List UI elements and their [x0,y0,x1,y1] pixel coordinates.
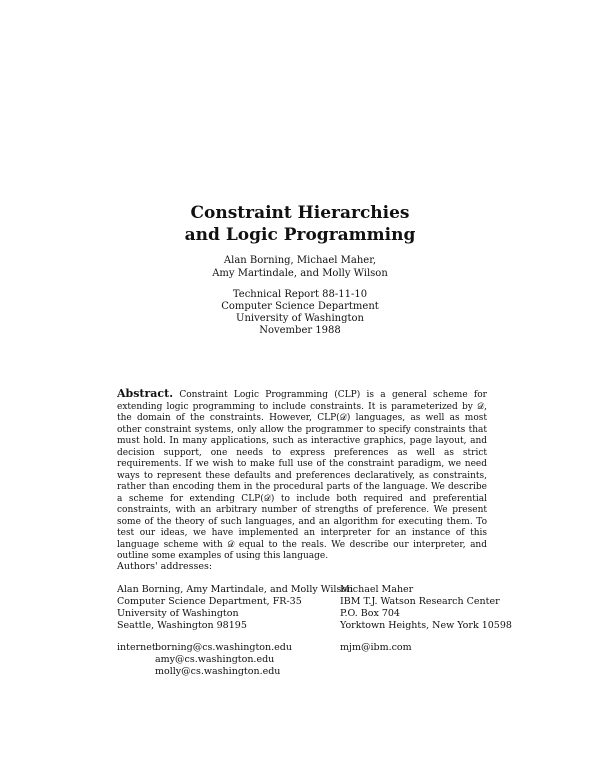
authors-line-2: Amy Martindale, and Molly Wilson [212,268,388,279]
abstract-text: Constraint Logic Programming (CLP) is a general scheme for extending logic programming to include constraints. It is parameterized by 𝒟, the domain of the constraints. However, CLP(𝒟) languages, as well as most other constraint systems, only allow the programmer to specify constraints that must hold. In many applications, such as interactive graphics, page layout, and decision support, one needs to express preferences as well as strict requirements. If we wish to make full use of the constraint paradigm, we need ways to represent these defaults and preferences declaratively, as constraints, rather than encoding them in the procedural parts of the language. We describe a scheme for extending CLP(𝒟) to include both required and preferential constraints, with an arbitrary number of strengths of preference. We present some of the theory of such languages, and an algorithm for executing them. To test our ideas, we have implemented an interpreter for an instance of this language scheme with 𝒟 equal to the reals. We describe our interpreter, and outline some examples of using this language. [117,390,487,561]
email-address: amy@cs.washington.edu [155,654,275,665]
title-line-1: Constraint Hierarchies [190,203,410,223]
address-right-line: Yorktown Heights, New York 10598 [340,620,512,631]
abstract [117,388,487,563]
title-line-2: and Logic Programming [184,225,416,245]
address-left-line: Seattle, Washington 98195 [117,620,247,631]
paper-title [0,202,600,246]
address-left-line: University of Washington [117,608,239,619]
address-left [117,584,353,632]
address-left-line: Alan Borning, Amy Martindale, and Molly Wilson [117,584,354,595]
report-date: November 1988 [259,325,341,336]
email-address-right: mjm@ibm.com [340,642,412,653]
email-list-left [155,642,292,678]
report-number: Technical Report 88-11-10 [232,289,368,300]
report-department: Computer Science Department [221,301,379,312]
authors-line-1: Alan Borning, Michael Maher, [223,255,377,266]
internet-label: internet [117,642,156,653]
report-info [0,289,600,337]
abstract-label: Abstract. [117,387,174,400]
email-address: borning@cs.washington.edu [155,642,292,653]
report-university: University of Washington [236,313,364,324]
address-right-line: IBM T.J. Watson Research Center [340,596,500,607]
email-address: molly@cs.washington.edu [155,666,281,677]
author-list [0,254,600,280]
address-right-line: P.O. Box 704 [340,608,400,619]
address-right-line: Michael Maher [340,584,414,595]
address-left-line: Computer Science Department, FR-35 [117,596,302,607]
address-right [340,584,512,632]
addresses-heading: Authors' addresses: [117,561,213,572]
